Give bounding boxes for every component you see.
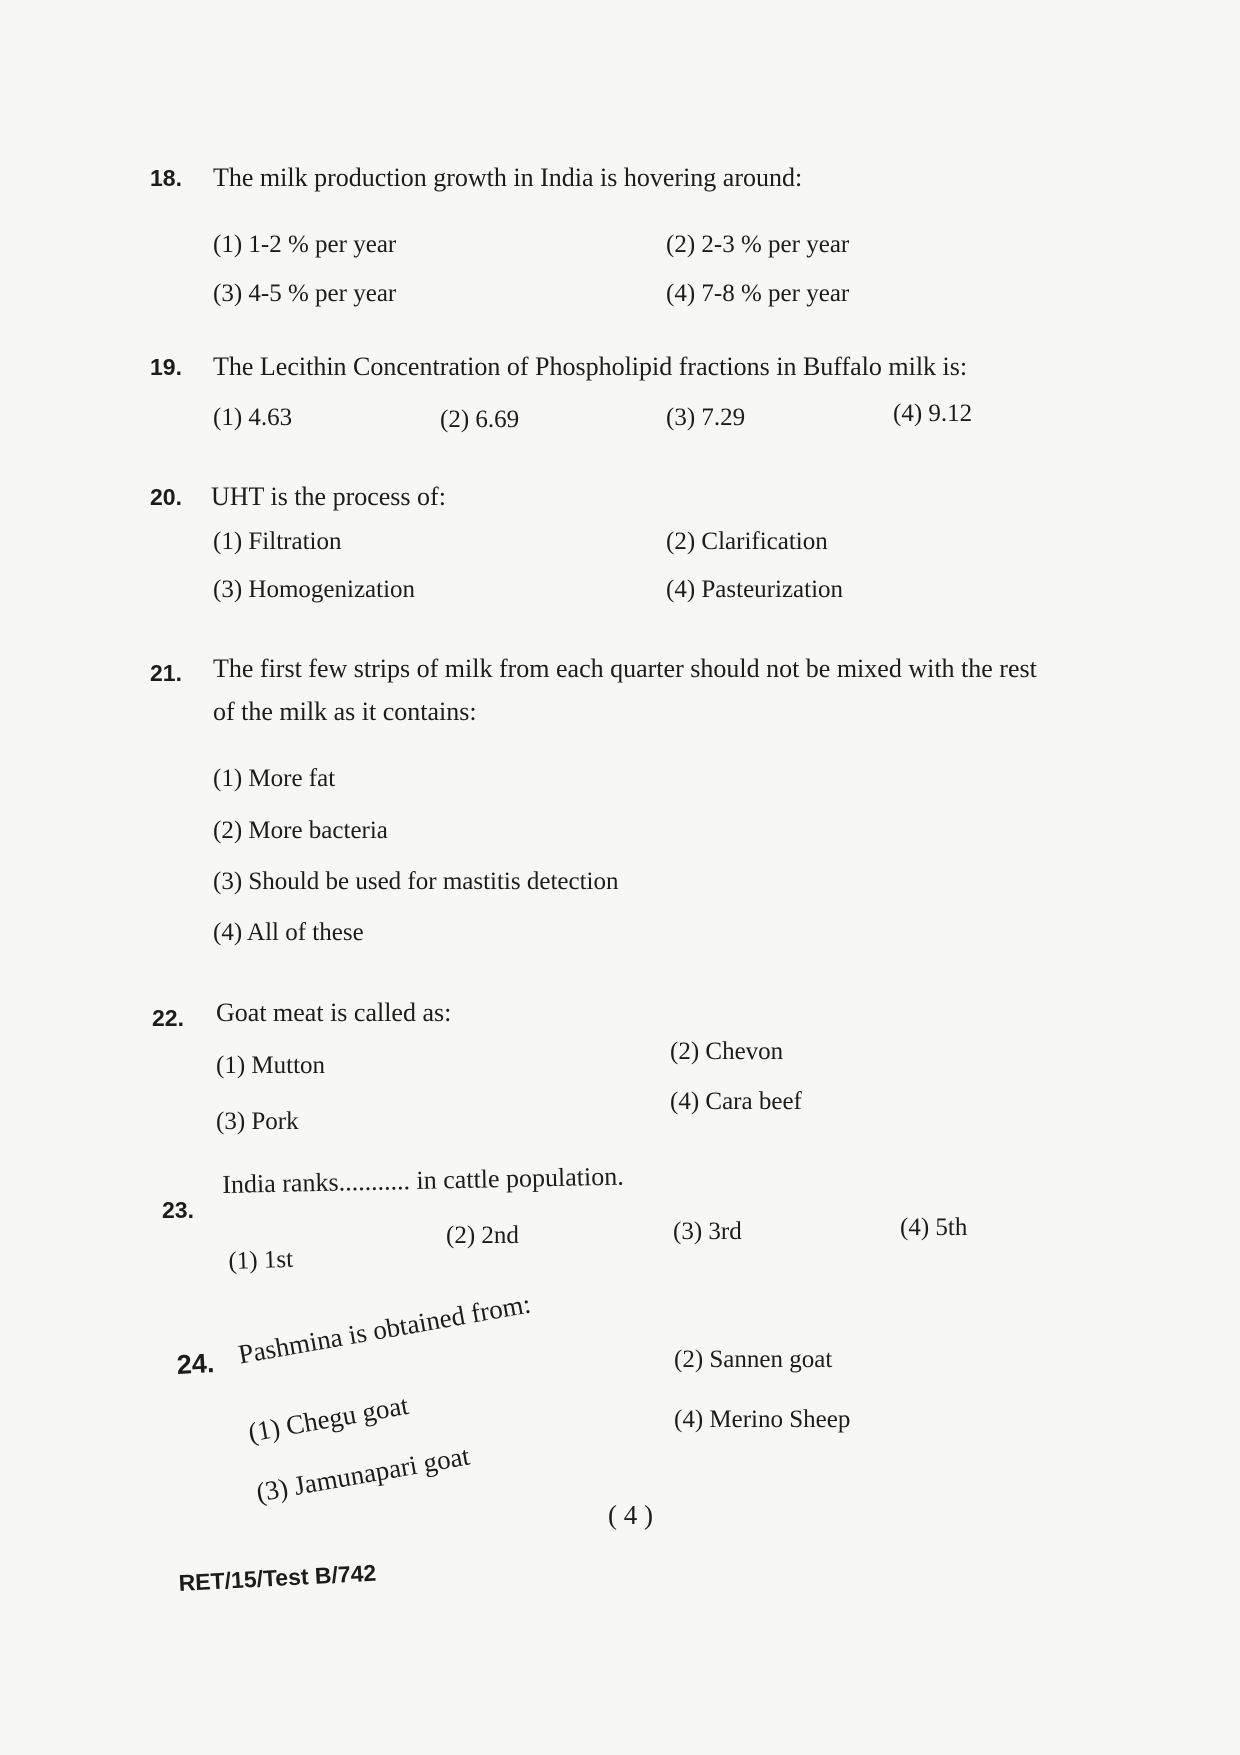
option: (3) Homogenization (213, 576, 416, 603)
option: (2) 6.69 (440, 406, 520, 433)
option: (4) Merino Sheep (674, 1406, 851, 1433)
question-text: Pashmina is obtained from: (236, 1288, 533, 1370)
option: (1) Mutton (216, 1052, 326, 1079)
option: (3) Pork (216, 1108, 299, 1135)
question-text: of the milk as it contains: (213, 697, 477, 726)
question-number: 21. (150, 660, 182, 686)
option: (2) 2nd (446, 1222, 519, 1249)
page-number: ( 4 ) (608, 1500, 653, 1530)
question-text: The first few strips of milk from each quarter should not be mixed with the rest (213, 654, 1037, 683)
option: (4) 9.12 (893, 400, 973, 427)
option: (4) All of these (213, 919, 364, 946)
question-number: 18. (150, 165, 182, 191)
option: (2) 2-3 % per year (666, 231, 850, 258)
question-text: The Lecithin Concentration of Phospholipid fractions in Buffalo milk is: (213, 352, 968, 381)
test-code: RET/15/Test B/742 (178, 1559, 377, 1596)
option: (1) 1-2 % per year (213, 231, 397, 258)
option: (3) 7.29 (666, 404, 746, 431)
option: (2) Sannen goat (674, 1346, 833, 1373)
question-number: 24. (176, 1348, 216, 1380)
option: (2) Chevon (670, 1038, 784, 1065)
option: (3) Should be used for mastitis detection (213, 868, 619, 895)
option: (4) Pasteurization (666, 576, 844, 603)
option: (2) Clarification (666, 528, 828, 555)
option: (1) 1st (228, 1245, 294, 1275)
option: (1) 4.63 (213, 404, 293, 431)
question-number: 22. (152, 1005, 184, 1031)
option: (3) 3rd (673, 1218, 742, 1245)
option: (4) 5th (900, 1214, 968, 1241)
question-text: India ranks........... in cattle population. (222, 1161, 624, 1199)
question-text: The milk production growth in India is hovering around: (213, 163, 803, 192)
option: (1) More fat (213, 765, 336, 792)
question-number: 23. (162, 1197, 194, 1223)
question-number: 19. (150, 354, 182, 380)
option: (4) 7-8 % per year (666, 280, 850, 307)
option: (3) 4-5 % per year (213, 280, 397, 307)
option: (2) More bacteria (213, 817, 388, 844)
question-number: 20. (150, 484, 182, 510)
option: (1) Chegu goat (246, 1389, 411, 1448)
question-text: Goat meat is called as: (216, 998, 452, 1027)
option: (1) Filtration (213, 528, 342, 555)
option: (4) Cara beef (670, 1088, 802, 1115)
question-text: UHT is the process of: (211, 482, 446, 511)
option: (3) Jamunapari goat (254, 1440, 472, 1508)
